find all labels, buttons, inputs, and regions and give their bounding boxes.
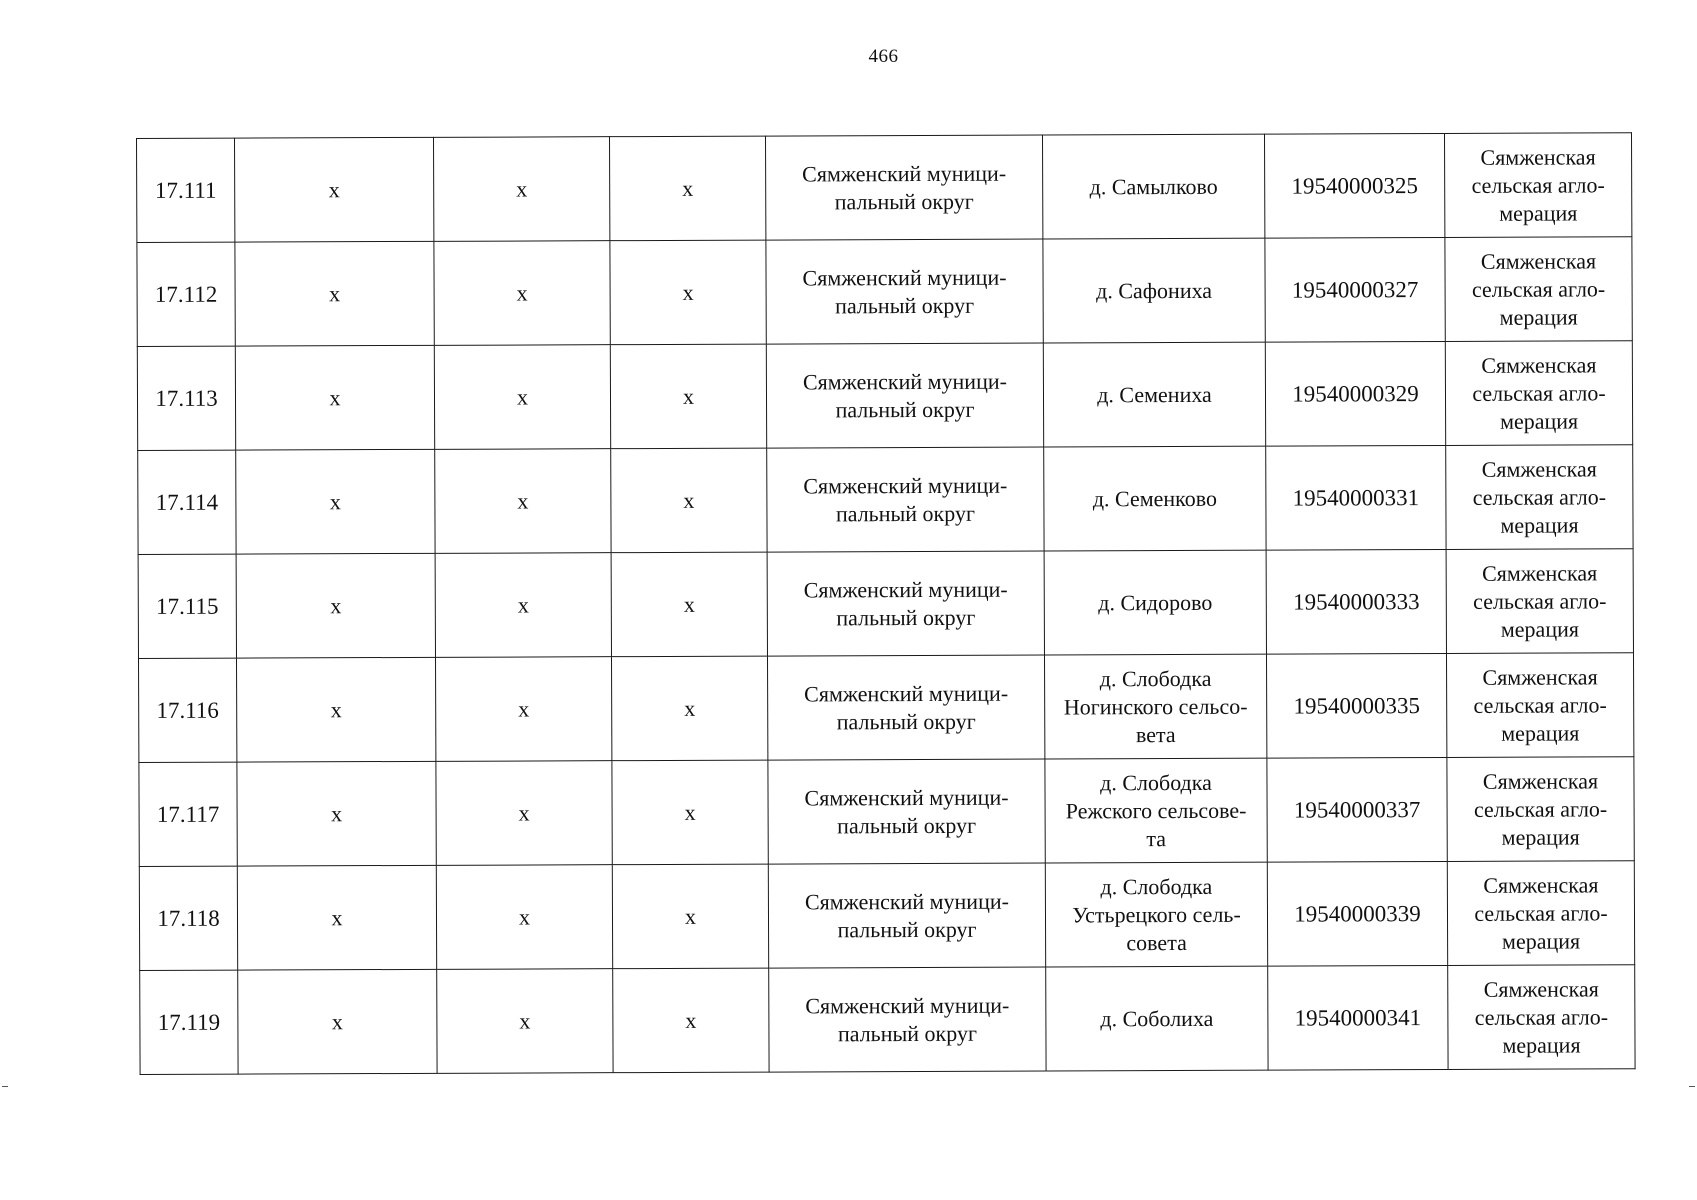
agglomeration-cell — [1445, 341, 1632, 446]
agglomeration-cell-line: мерация — [1500, 615, 1580, 642]
table-container — [136, 132, 1635, 1075]
settlement-cell — [1042, 134, 1264, 239]
mark-cell: x — [236, 553, 435, 658]
settlement-cell — [1045, 862, 1267, 967]
oktmo-code-cell: 19540000341 — [1268, 965, 1448, 1070]
district-cell-line: пальный округ — [836, 708, 976, 734]
row-number-cell: 17.117 — [139, 762, 237, 866]
agglomeration-cell-line: Сямженская — [1482, 663, 1598, 690]
mark-cell: x — [235, 345, 434, 450]
mark-cell: x — [611, 552, 767, 657]
row-number-cell: 17.116 — [138, 658, 236, 762]
district-cell-line: пальный округ — [836, 604, 976, 630]
mark-cell: x — [610, 344, 766, 449]
oktmo-code-cell: 19540000337 — [1267, 757, 1447, 862]
district-cell-line: Сямженский муници- — [802, 368, 1007, 394]
mark-cell: x — [235, 241, 434, 346]
oktmo-code-cell: 19540000325 — [1264, 133, 1444, 238]
table-row — [140, 965, 1635, 1075]
settlement-cell — [1045, 758, 1267, 863]
district-cell — [768, 863, 1045, 968]
settlement-cell — [1043, 342, 1265, 447]
oktmo-code-cell: 19540000329 — [1265, 341, 1445, 446]
settlement-cell-line: д. Семенково — [1092, 485, 1218, 511]
agglomeration-cell-line: Сямженская — [1483, 975, 1599, 1002]
agglomeration-cell-line: сельская агло- — [1474, 899, 1608, 926]
table-row — [138, 445, 1633, 555]
mark-cell: x — [437, 969, 613, 1074]
settlement-cell — [1043, 238, 1265, 343]
agglomeration-cell — [1448, 965, 1635, 1070]
agglomeration-cell-line: Сямженская — [1482, 767, 1599, 794]
agglomeration-cell — [1446, 549, 1633, 654]
district-cell-line: пальный округ — [837, 916, 977, 942]
margin-mark-right — [1689, 1086, 1695, 1087]
settlement-cell — [1044, 446, 1266, 551]
district-cell — [767, 655, 1044, 760]
row-number-cell: 17.119 — [140, 970, 238, 1074]
agglomeration-cell-line: сельская агло- — [1473, 587, 1607, 614]
mark-cell: x — [435, 553, 611, 658]
row-number-cell: 17.111 — [137, 138, 235, 242]
district-cell-line: Сямженский муници- — [804, 680, 1009, 706]
mark-cell: x — [236, 657, 435, 762]
agglomeration-cell-line: мерация — [1499, 199, 1578, 226]
agglomeration-cell-line: мерация — [1502, 1031, 1581, 1058]
district-cell-line: Сямженский муници- — [803, 472, 1008, 498]
oktmo-code-cell: 19540000331 — [1266, 445, 1446, 550]
district-cell-line: пальный округ — [835, 396, 975, 422]
mark-cell: x — [436, 865, 612, 970]
row-number-cell: 17.112 — [137, 242, 235, 346]
district-cell-line: Сямженский муници- — [802, 264, 1007, 290]
mark-cell: x — [611, 656, 767, 761]
settlement-cell-line: д. Слободка — [1100, 769, 1212, 795]
settlements-table — [136, 132, 1636, 1075]
agglomeration-cell-line: мерация — [1499, 303, 1578, 330]
agglomeration-cell-line: мерация — [1499, 407, 1579, 434]
settlement-cell — [1044, 550, 1266, 655]
settlement-cell-line: д. Соболиха — [1100, 1005, 1214, 1031]
district-cell-line: пальный округ — [835, 292, 975, 318]
oktmo-code-cell: 19540000335 — [1266, 653, 1446, 758]
table-row — [138, 549, 1633, 659]
mark-cell: x — [435, 657, 611, 762]
table-row — [139, 757, 1634, 867]
agglomeration-cell-line: Сямженская — [1480, 247, 1597, 274]
settlement-cell-line: Ногинского сельсо- — [1063, 693, 1248, 719]
agglomeration-cell-line: сельская агло- — [1471, 275, 1606, 302]
agglomeration-cell-line: мерация — [1500, 511, 1579, 538]
agglomeration-cell-line: мерация — [1501, 927, 1581, 954]
mark-cell: x — [610, 240, 766, 345]
mark-cell: x — [434, 241, 610, 346]
settlement-cell — [1046, 966, 1268, 1071]
settlement-cell-line: та — [1146, 825, 1167, 851]
settlement-cell-line: д. Слободка — [1099, 665, 1212, 691]
row-number-cell: 17.118 — [139, 866, 237, 970]
mark-cell: x — [609, 136, 765, 241]
district-cell-line: Сямженский муници- — [803, 576, 1008, 602]
mark-cell: x — [235, 137, 434, 242]
mark-cell: x — [435, 449, 611, 554]
agglomeration-cell — [1444, 133, 1631, 238]
row-number-cell: 17.113 — [137, 346, 235, 450]
district-cell-line: пальный округ — [834, 188, 974, 214]
settlement-cell-line: д. Сафониха — [1096, 277, 1213, 303]
district-cell — [767, 551, 1044, 656]
district-cell-line: Сямженский муници- — [802, 160, 1007, 186]
district-cell — [768, 759, 1045, 864]
agglomeration-cell — [1447, 757, 1634, 862]
oktmo-code-cell: 19540000339 — [1267, 861, 1447, 966]
district-cell-line: Сямженский муници- — [805, 992, 1010, 1018]
district-cell — [767, 447, 1044, 552]
table-row — [137, 341, 1632, 451]
mark-cell: x — [237, 761, 436, 866]
mark-cell: x — [433, 137, 609, 242]
row-number-cell: 17.114 — [138, 450, 236, 554]
district-cell-line: Сямженский муници- — [804, 888, 1009, 914]
agglomeration-cell-line: сельская агло- — [1472, 483, 1607, 510]
agglomeration-cell — [1446, 653, 1633, 758]
table-body — [137, 133, 1636, 1075]
settlement-cell-line: д. Сидорово — [1098, 589, 1213, 615]
oktmo-code-cell: 19540000327 — [1265, 237, 1445, 342]
district-cell — [765, 135, 1042, 240]
settlement-cell-line: Устьрецкого сель- — [1072, 901, 1241, 927]
district-cell — [769, 967, 1046, 1072]
district-cell-line: пальный округ — [835, 500, 975, 526]
agglomeration-cell-line: Сямженская — [1483, 871, 1599, 898]
settlement-cell-line: совета — [1126, 929, 1187, 955]
agglomeration-cell-line: сельская агло- — [1473, 795, 1608, 822]
mark-cell: x — [613, 968, 769, 1073]
mark-cell: x — [236, 449, 435, 554]
row-number-cell: 17.115 — [138, 554, 236, 658]
agglomeration-cell-line: мерация — [1501, 719, 1580, 746]
table-row — [139, 861, 1634, 971]
agglomeration-cell — [1446, 445, 1633, 550]
settlement-cell-line: Режского сельсове- — [1065, 797, 1247, 823]
agglomeration-cell-line: Сямженская — [1481, 351, 1597, 378]
mark-cell: x — [436, 761, 612, 866]
settlement-cell-line: д. Самылково — [1089, 173, 1218, 199]
table-row — [138, 653, 1633, 763]
agglomeration-cell-line: сельская агло- — [1473, 691, 1607, 718]
margin-mark-left — [2, 1086, 8, 1087]
agglomeration-cell — [1445, 237, 1632, 342]
settlement-cell-line: д. Семениха — [1097, 381, 1212, 407]
agglomeration-cell-line: сельская агло- — [1474, 1003, 1609, 1030]
mark-cell: x — [611, 448, 767, 553]
agglomeration-cell-line: мерация — [1501, 823, 1580, 850]
district-cell-line: Сямженский муници- — [804, 784, 1009, 810]
table-row — [137, 133, 1632, 243]
oktmo-code-cell: 19540000333 — [1266, 549, 1446, 654]
district-cell-line: пальный округ — [837, 1020, 977, 1046]
district-cell — [766, 343, 1043, 448]
table-row — [137, 237, 1632, 347]
agglomeration-cell-line: Сямженская — [1481, 455, 1597, 482]
agglomeration-cell-line: сельская агло- — [1471, 171, 1605, 198]
district-cell — [766, 239, 1043, 344]
agglomeration-cell-line: Сямженская — [1480, 143, 1596, 170]
mark-cell: x — [612, 760, 768, 865]
agglomeration-cell — [1447, 861, 1634, 966]
settlement-cell — [1044, 654, 1266, 759]
mark-cell: x — [238, 969, 437, 1074]
agglomeration-cell-line: Сямженская — [1482, 559, 1598, 586]
district-cell-line: пальный округ — [837, 812, 977, 838]
settlement-cell-line: вета — [1135, 721, 1176, 747]
settlement-cell-line: д. Слободка — [1100, 873, 1213, 899]
mark-cell: x — [612, 864, 768, 969]
page-number: 466 — [868, 46, 899, 67]
mark-cell: x — [237, 865, 436, 970]
mark-cell: x — [434, 345, 610, 450]
agglomeration-cell-line: сельская агло- — [1472, 379, 1606, 406]
